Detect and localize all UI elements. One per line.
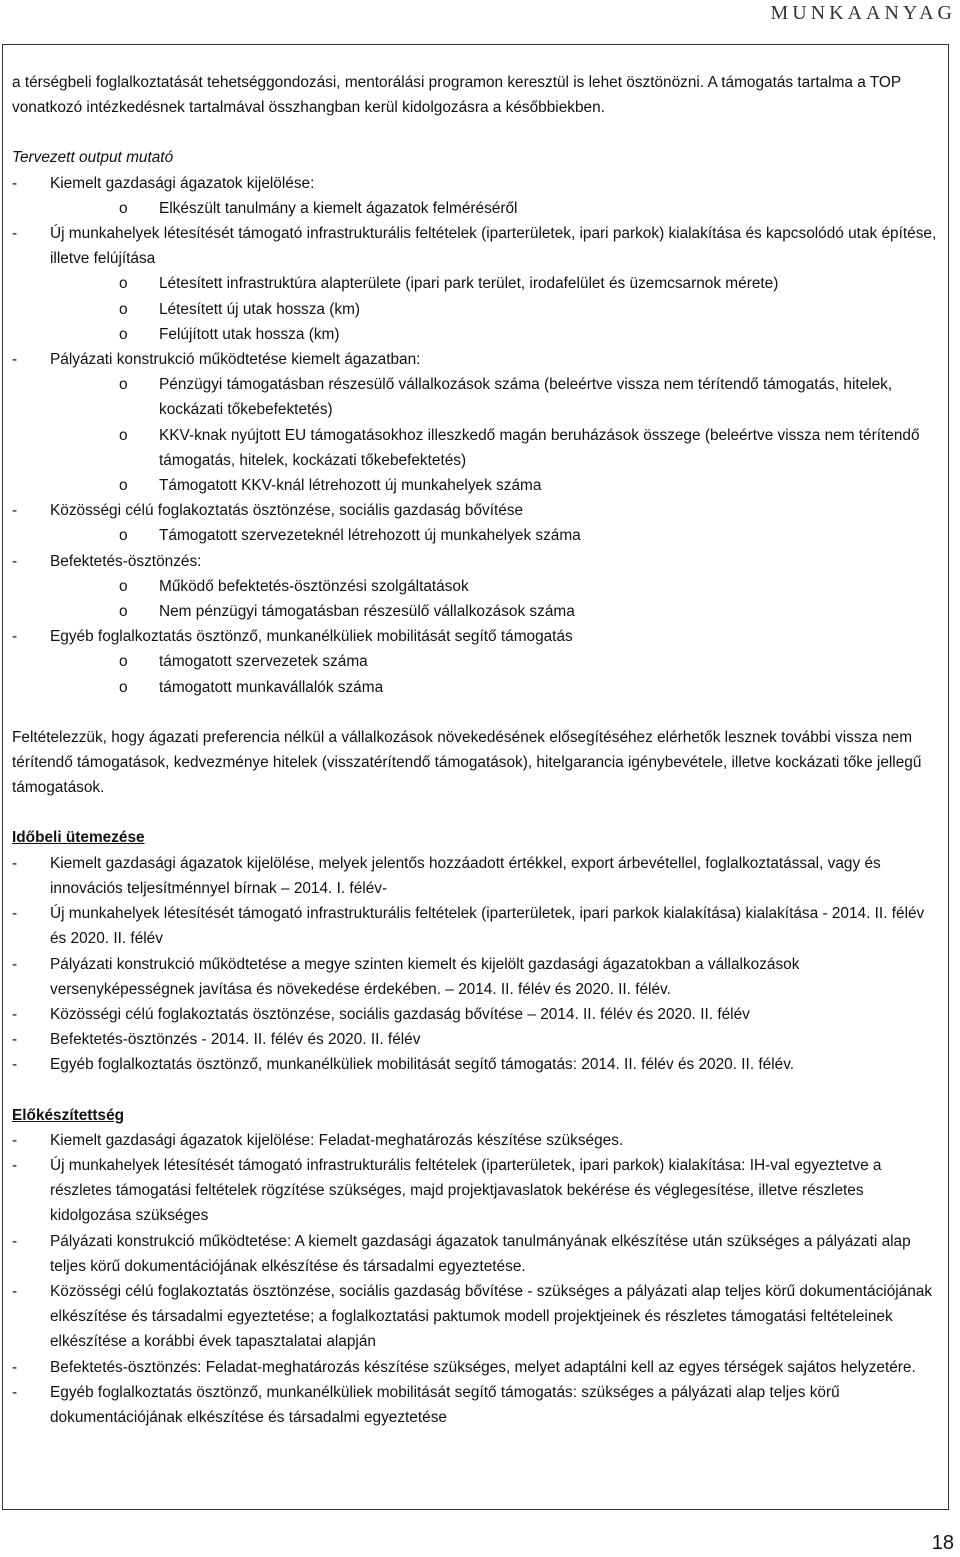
schedule-list <box>12 851 942 1078</box>
schedule-heading: Időbeli ütemezése <box>12 829 145 847</box>
output-subitem: o Támogatott szervezeteknél létrehozott új munkahelyek száma <box>12 523 942 548</box>
schedule-item: - Egyéb foglalkoztatás ösztönző, munkanélküliek mobilitását segítő támogatás: 2014. II. félév és 2020. II. félév. <box>12 1052 942 1077</box>
schedule-item: - Új munkahelyek létesítését támogató infrastrukturális feltételek (iparterületek, ipari parkok kialakítása) kialakítása - 2014. II. félév és 2020. II. félév <box>12 901 942 951</box>
output-subitem: o KKV-knak nyújtott EU támogatásokhoz illeszkedő magán beruházások összege (beleértve vissza nem térítendő támogatás, hitelek, kockázati tőkebefektetés) <box>12 423 942 473</box>
output-subitem: o Működő befektetés-ösztönzési szolgáltatások <box>12 574 942 599</box>
output-item: - Egyéb foglalkoztatás ösztönző, munkanélküliek mobilitását segítő támogatás <box>12 624 942 649</box>
intro-paragraph: a térségbeli foglalkoztatását tehetséggondozási, mentorálási programon keresztül is lehet ösztönözni. A támogatás tartalma a TOP vonatkozó intézkedésnek tartalmával összhangban kerül kidolgozásra a későbbiekben. <box>12 74 901 117</box>
output-item: - Pályázati konstrukció működtetése kiemelt ágazatban: <box>12 347 942 372</box>
prep-heading: Előkészítettség <box>12 1106 125 1124</box>
prep-item: - Egyéb foglalkoztatás ösztönző, munkanélküliek mobilitását segítő támogatás: szükséges a pályázati alap teljes körű dokumentációjának elkészítése és társadalmi egyeztetése <box>12 1380 942 1430</box>
output-item: - Közösségi célú foglakoztatás ösztönzése, sociális gazdaság bővítése <box>12 498 942 523</box>
output-subitem: o Létesített új utak hossza (km) <box>12 297 942 322</box>
schedule-item: - Kiemelt gazdasági ágazatok kijelölése, melyek jelentős hozzáadott értékkel, export árbevétellel, foglalkoztatással, vagy és innovációs teljesítménnyel bírnak – 2014. I. félév- <box>12 851 942 901</box>
output-subitem: o Támogatott KKV-knál létrehozott új munkahelyek száma <box>12 473 942 498</box>
prep-item: - Kiemelt gazdasági ágazatok kijelölése: Feladat-meghatározás készítése szükséges. <box>12 1128 942 1153</box>
output-subitem: o Elkészült tanulmány a kiemelt ágazatok felméréséről <box>12 196 942 221</box>
assumption-paragraph: Feltételezzük, hogy ágazati preferencia nélkül a vállalkozások növekedésének elősegítéséhez elérhetők lesznek további vissza nem térítendő támogatások, kedvezménye hitelek (visszatérítendő támogatások), hitelgarancia igénybevétele, illetve kockázati tőke jellegű támogatások. <box>12 728 922 797</box>
output-item: - Új munkahelyek létesítését támogató infrastrukturális feltételek (iparterületek, ipari parkok) kialakítása és kapcsolódó utak építése, illetve felújítása <box>12 221 942 271</box>
schedule-item: - Pályázati konstrukció működtetése a megye szinten kiemelt és kijelölt gazdasági ágazatokban a vállalkozások versenyképességnek javítása és növekedése érdekében. – 2014. II. félév és 2020. II. félév. <box>12 952 942 1002</box>
output-item: - Befektetés-ösztönzés: <box>12 549 942 574</box>
prep-item: - Közösségi célú foglakoztatás ösztönzése, sociális gazdaság bővítése - szükséges a pályázati alap teljes körű dokumentációjának elkészítése és társadalmi egyeztetése; a foglalkoztatási paktumok modell projektjeinek és részletes támogatási feltételeinek elkészítése a korábbi évek tapasztalatai alapján <box>12 1279 942 1355</box>
schedule-item: - Közösségi célú foglakoztatás ösztönzése, sociális gazdaság bővítése – 2014. II. félév és 2020. II. félév <box>12 1002 942 1027</box>
output-subitem: o támogatott szervezetek száma <box>12 649 942 674</box>
schedule-item: - Befektetés-ösztönzés - 2014. II. félév és 2020. II. félév <box>12 1027 942 1052</box>
output-list <box>12 171 942 700</box>
output-subitem: o Nem pénzügyi támogatásban részesülő vállalkozások száma <box>12 599 942 624</box>
document-body <box>12 70 942 1430</box>
output-heading: Tervezett output mutató <box>12 149 174 167</box>
output-subitem: o Létesített infrastruktúra alapterülete (ipari park terület, irodafelület és üzemcsarnok mérete) <box>12 271 942 296</box>
prep-item: - Befektetés-ösztönzés: Feladat-meghatározás készítése szükséges, melyet adaptálni kell az egyes térségek sajátos helyzetére. <box>12 1355 942 1380</box>
prep-item: - Pályázati konstrukció működtetése: A kiemelt gazdasági ágazatok tanulmányának elkészítése után szükséges a pályázati alap teljes körű dokumentációjának elkészítése és társadalmi egyeztetése. <box>12 1229 942 1279</box>
output-subitem: o Felújított utak hossza (km) <box>12 322 942 347</box>
prep-item: - Új munkahelyek létesítését támogató infrastrukturális feltételek (iparterületek, ipari parkok) kialakítása: IH-val egyeztetve a részletes támogatási feltételek rögzítése szükséges, majd projektjavaslatok bekérése és véglegesítése, illetve részletes kidolgozása szükséges <box>12 1153 942 1229</box>
output-subitem: o támogatott munkavállalók száma <box>12 675 942 700</box>
prep-list <box>12 1128 942 1430</box>
page-number: 18 <box>931 1532 954 1554</box>
output-subitem: o Pénzügyi támogatásban részesülő vállalkozások száma (beleértve vissza nem térítendő támogatás, hitelek, kockázati tőkebefektetés) <box>12 372 942 422</box>
watermark-header: MUNKAANYAG <box>770 2 956 24</box>
output-item: - Kiemelt gazdasági ágazatok kijelölése: <box>12 171 942 196</box>
